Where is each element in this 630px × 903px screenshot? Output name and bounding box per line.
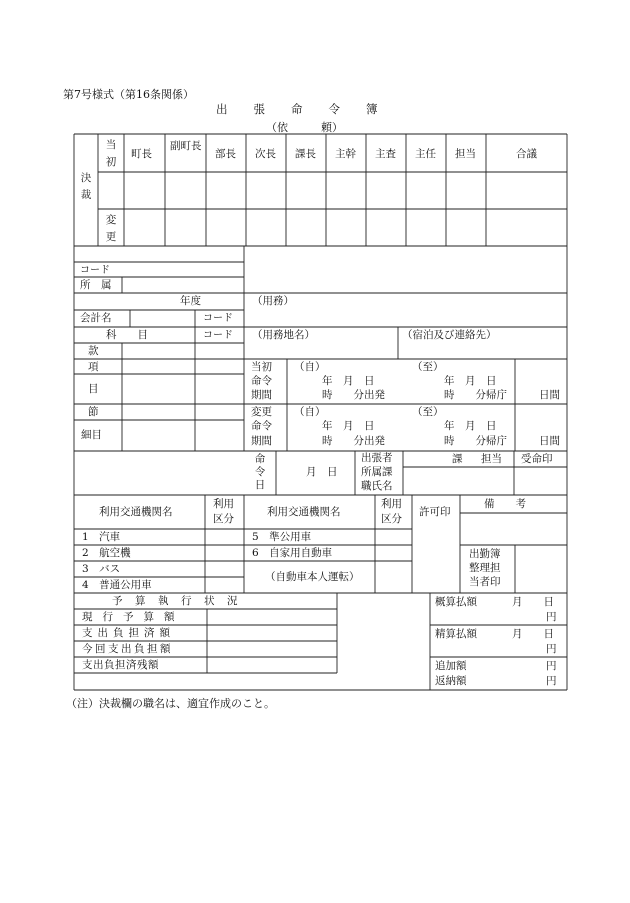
form-title: 出 張 命 令 簿	[216, 102, 379, 116]
budget-row-this-time-label: 今回支出負担額	[82, 643, 173, 655]
label-refund-yen: 円	[546, 675, 557, 687]
label-changed: 変更	[251, 406, 272, 418]
label-from-1: （自）	[294, 361, 326, 373]
col-deputy-mayor: 副町長	[170, 140, 202, 152]
label-code-2: コード	[203, 313, 233, 324]
label-business: （用務）	[252, 295, 294, 307]
label-final-yen: 円	[546, 643, 557, 655]
approval-side-label: 決裁	[80, 172, 92, 201]
col-mayor: 町長	[131, 148, 152, 160]
label-additional: 追加額	[435, 660, 467, 672]
transport-item-train: 1 汽車	[82, 531, 121, 543]
label-refund: 返納額	[435, 675, 467, 687]
label-initial: 当初	[251, 361, 272, 373]
label-attendance-1: 出勤簿	[469, 548, 501, 560]
label-approx-md: 月 日	[512, 596, 554, 608]
label-ymd-to-2: 年 月 日	[444, 420, 497, 432]
col-deputy-director: 次長	[255, 148, 276, 160]
label-attendance-3: 当者印	[469, 576, 501, 588]
transport-kubun-right-2: 区分	[381, 513, 402, 525]
label-approx-yen: 円	[546, 611, 557, 623]
label-kan: 款	[88, 345, 99, 357]
label-order-2: 命令	[251, 420, 272, 432]
label-account-name: 会計名	[80, 312, 112, 324]
approval-row-changed: 変更	[105, 214, 117, 243]
label-code: コード	[80, 265, 110, 276]
budget-header: 予 算 執 行 状 況	[112, 595, 239, 607]
col-director: 部長	[215, 148, 236, 160]
label-traveler-1: 出張者	[361, 452, 393, 464]
label-final-payment: 精算払額	[435, 628, 477, 640]
label-receipt-seal: 受命印	[521, 453, 553, 465]
label-order-1: 命令	[251, 375, 272, 387]
form-subtitle: （依 頼）	[266, 121, 343, 134]
footer-note: （注）決裁欄の職名は、適宜作成のこと。	[66, 697, 275, 710]
transport-item-airplane: 2 航空機	[82, 547, 131, 559]
label-days-2: 日間	[539, 435, 560, 447]
label-approx-payment: 概算払額	[435, 596, 477, 608]
budget-row-this-time	[82, 643, 200, 656]
label-ymd-from-2: 年 月 日	[322, 420, 375, 432]
label-depart-1: 時 分出発	[322, 389, 385, 401]
label-final-md: 月 日	[512, 628, 554, 640]
label-kou: 項	[88, 361, 99, 373]
label-saimoku: 細目	[81, 429, 102, 441]
col-consultation: 合議	[516, 148, 537, 160]
label-to-1: （至）	[412, 361, 444, 373]
label-period-2: 期間	[251, 435, 272, 447]
label-order-md: 月 日	[306, 466, 338, 478]
label-attendance-2: 整理担	[469, 562, 501, 574]
label-setsu: 節	[88, 406, 99, 418]
transport-header-name-right: 利用交通機関名	[267, 506, 341, 518]
budget-row-remaining-label: 支出負担済残額	[82, 659, 159, 671]
label-lodging: （宿泊及び連絡先）	[402, 329, 497, 341]
label-section: 課	[452, 453, 463, 465]
label-additional-yen: 円	[546, 660, 557, 672]
label-order-date: 命令日	[254, 453, 266, 491]
label-period-1: 期間	[251, 389, 272, 401]
transport-item-semi-official-car: 5 準公用車	[252, 531, 312, 543]
label-remarks: 備 考	[484, 498, 526, 510]
col-senior-staff: 主任	[415, 148, 436, 160]
label-depart-2: 時 分出発	[322, 435, 385, 447]
transport-self-drive: （自動車本人運転）	[265, 571, 360, 583]
budget-row-current	[82, 611, 200, 624]
approval-row-initial: 当初	[105, 139, 117, 168]
label-fiscal-year: 年度	[180, 295, 201, 307]
label-affiliation: 所 属	[80, 279, 112, 291]
label-return-1: 時 分帰庁	[444, 389, 507, 401]
label-ymd-to-1: 年 月 日	[444, 375, 497, 387]
form-id: 第7号様式（第16条関係）	[63, 88, 194, 101]
label-to-2: （至）	[412, 406, 444, 418]
transport-header-name-left: 利用交通機関名	[99, 506, 173, 518]
transport-kubun-left-1: 利用	[213, 498, 234, 510]
budget-row-committed	[82, 627, 200, 640]
label-traveler-2: 所属課	[361, 466, 393, 478]
transport-item-private-car: 6 自家用自動車	[252, 547, 333, 559]
label-moku: 目	[88, 383, 99, 395]
col-inspector: 主査	[375, 148, 396, 160]
label-approval-seal: 許可印	[419, 506, 451, 518]
label-subject: 科 目	[106, 329, 148, 341]
label-days-1: 日間	[539, 389, 560, 401]
label-traveler-3: 職氏名	[361, 480, 393, 492]
col-section-chief: 課長	[295, 148, 316, 160]
budget-row-remaining	[82, 659, 200, 672]
transport-item-bus: 3 バス	[82, 563, 121, 575]
col-chief-staff: 主幹	[335, 148, 356, 160]
label-business-place: （用務地名）	[252, 329, 315, 341]
transport-kubun-right-1: 利用	[381, 498, 402, 510]
transport-kubun-left-2: 区分	[213, 513, 234, 525]
label-in-charge: 担当	[481, 453, 502, 465]
label-from-2: （自）	[294, 406, 326, 418]
budget-row-current-label: 現行予算額	[82, 611, 185, 623]
label-ymd-from-1: 年 月 日	[322, 375, 375, 387]
label-return-2: 時 分帰庁	[444, 435, 507, 447]
col-staff: 担当	[455, 148, 476, 160]
label-code-3: コード	[203, 330, 233, 341]
budget-row-committed-label: 支出負担済額	[82, 627, 175, 639]
transport-item-official-car: 4 普通公用車	[82, 579, 152, 591]
